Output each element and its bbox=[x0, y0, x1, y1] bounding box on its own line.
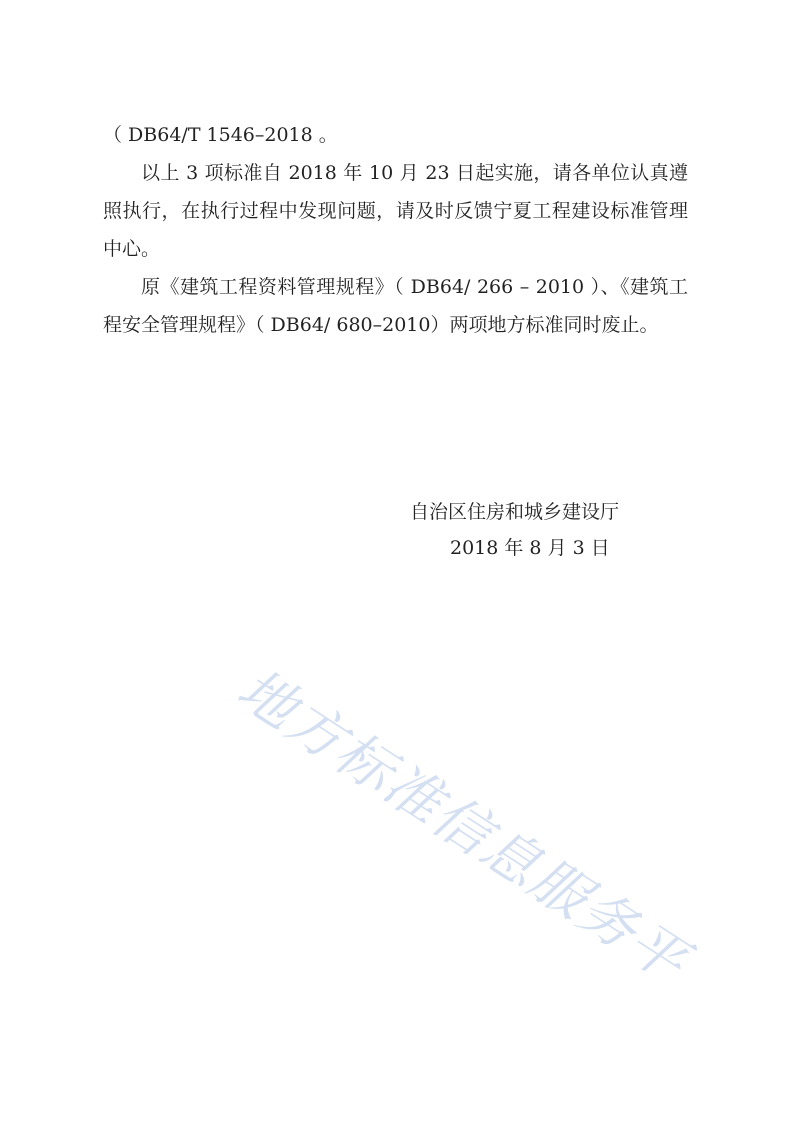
issue-date: 2018 年 8 月 3 日 bbox=[450, 537, 610, 559]
issuing-organization: 自治区住房和城乡建设厅 bbox=[410, 501, 620, 523]
paragraph-implementation-notice: 以上 3 项标准自 2018 年 10 月 23 日起实施，请各单位认真遵照执行，在执行过程中发现问题，请及时反馈宁夏工程建设标准管理中心。 bbox=[103, 162, 688, 260]
paragraph-standard-code-continuation: （ DB64/T 1546–2018 。 bbox=[103, 124, 338, 146]
paragraph-abolishment-notice: 原《建筑工程资料管理规程》（ DB64/ 266 – 2010 ）、《建筑工程安全管理规程》（ DB64/ 680–2010）两项地方标准同时废止。 bbox=[103, 276, 688, 336]
watermark-text: 地方标准信息服务平 bbox=[225, 656, 700, 996]
body-text bbox=[103, 116, 688, 344]
